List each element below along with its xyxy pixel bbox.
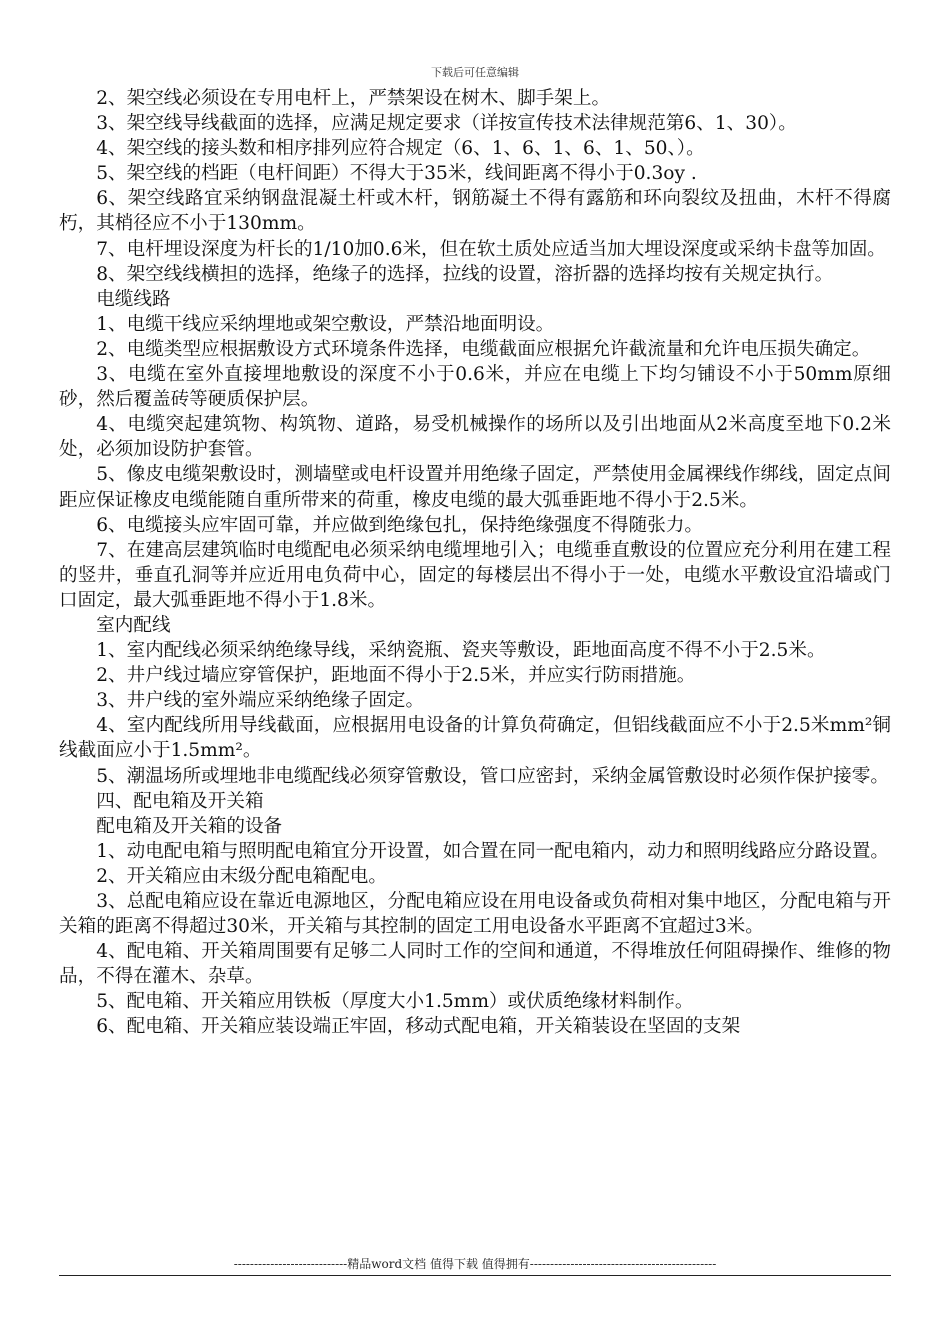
paragraph: 1、动电配电箱与照明配电箱宜分开设置，如合置在同一配电箱内，动力和照明线路应分路设置。	[96, 840, 889, 862]
paragraph: 4、电缆突起建筑物、构筑物、道路，易受机械操作的场所以及引出地面从2米高度至地下0.2米处，必须加设防护套管。	[59, 414, 891, 461]
paragraph: 3、电缆在室外直接埋地敷设的深度不小于0.6米，并应在电缆上下均匀铺设不小于50mm原细砂，然后覆盖砖等硬质保护层。	[59, 364, 891, 411]
section-heading: 室内配线	[96, 614, 171, 636]
page-header: 下载后可任意编辑	[431, 66, 519, 79]
paragraph: 5、潮温场所或埋地非电缆配线必须穿管敷设，管口应密封，采纳金属管敷设时必须作保护接零。	[96, 765, 889, 787]
paragraph: 3、井户线的室外端应采纳绝缘子固定。	[96, 690, 425, 712]
paragraph: 2、电缆类型应根据敷设方式环境条件选择，电缆截面应根据允许截流量和允许电压损失确定。	[96, 338, 871, 360]
paragraph: 3、架空线导线截面的选择，应满足规定要求（详按宣传技术法律规范第6、1、30）。	[96, 113, 797, 135]
paragraph: 7、在建高层建筑临时电缆配电必须采纳电缆埋地引入；电缆垂直敷设的位置应充分利用在建工程的竖井，垂直孔洞等并应近用电负荷中心，固定的每楼层出不得小于一处，电缆水平敷设宜沿墙或门口固定，最大弧垂距地不得小于1.8米。	[59, 539, 891, 611]
paragraph: 2、开关箱应由末级分配电箱配电。	[96, 865, 387, 887]
paragraph: 4、室内配线所用导线截面，应根据用电设备的计算负荷确定，但铝线截面应不小于2.5米mm²铜线截面应小于1.5mm²。	[59, 715, 891, 762]
paragraph: 2、井户线过墙应穿管保护，距地面不得小于2.5米，并应实行防雨措施。	[96, 665, 696, 687]
page-footer: ----------------------------精品word文档 值得下载 值得拥有----------------------------------------------	[233, 1257, 717, 1271]
paragraph: 7、电杆埋设深度为杆长的1/10加0.6米，但在软土质处应适当加大埋设深度或采纳卡盘等加固。	[96, 238, 886, 260]
paragraph: 3、总配电箱应设在靠近电源地区，分配电箱应设在用电设备或负荷相对集中地区，分配电箱与开关箱的距离不得超过30米，开关箱与其控制的固定工用电设备水平距离不宜超过3米。	[59, 891, 891, 938]
paragraph: 2、架空线必须设在专用电杆上，严禁架设在树木、脚手架上。	[96, 88, 611, 109]
paragraph: 5、像皮电缆架敷设时，测墙壁或电杆设置并用绝缘子固定，严禁使用金属裸线作绑线，固定点间距应保证橡皮电缆能随自重所带来的荷重，橡皮电缆的最大弧垂距地不得小于2.5米。	[59, 464, 891, 511]
paragraph: 6、配电箱、开关箱应装设端正牢固，移动式配电箱，开关箱装设在坚固的支架	[96, 1016, 741, 1038]
document-body	[59, 86, 891, 1040]
paragraph: 4、架空线的接头数和相序排列应符合规定（6、1、6、1、6、1、50、）。	[96, 138, 705, 160]
paragraph: 6、电缆接头应牢固可靠，并应做到绝缘包扎，保持绝缘强度不得随张力。	[96, 514, 704, 536]
paragraph: 1、室内配线必须采纳绝缘导线，采纳瓷瓶、瓷夹等敷设，距地面高度不得不小于2.5米。	[96, 640, 826, 662]
paragraph: 1、电缆干线应采纳埋地或架空敷设，严禁沿地面明设。	[96, 313, 555, 335]
paragraph: 5、架空线的档距（电杆间距）不得大于35米，线间距离不得小于0.3oy .	[96, 163, 697, 185]
footer-rule	[59, 1275, 891, 1276]
paragraph: 5、配电箱、开关箱应用铁板（厚度大小1.5mm）或伏质绝缘材料制作。	[96, 991, 694, 1013]
section-heading: 电缆线路	[96, 288, 171, 310]
section-heading: 配电箱及开关箱的设备	[96, 815, 283, 837]
paragraph: 4、配电箱、开关箱周围要有足够二人同时工作的空间和通道，不得堆放任何阻碍操作、维修的物品，不得在灌木、杂草。	[59, 941, 891, 988]
paragraph: 6、架空线路宜采纳钢盘混凝土杆或木杆，钢筋凝土不得有露筋和环向裂纹及扭曲，木杆不得腐朽，其梢径应不小于130mm。	[59, 188, 891, 235]
paragraph: 8、架空线线横担的选择，绝缘子的选择，拉线的设置，溶折器的选择均按有关规定执行。	[96, 263, 834, 285]
section-heading: 四、配电箱及开关箱	[96, 790, 264, 812]
